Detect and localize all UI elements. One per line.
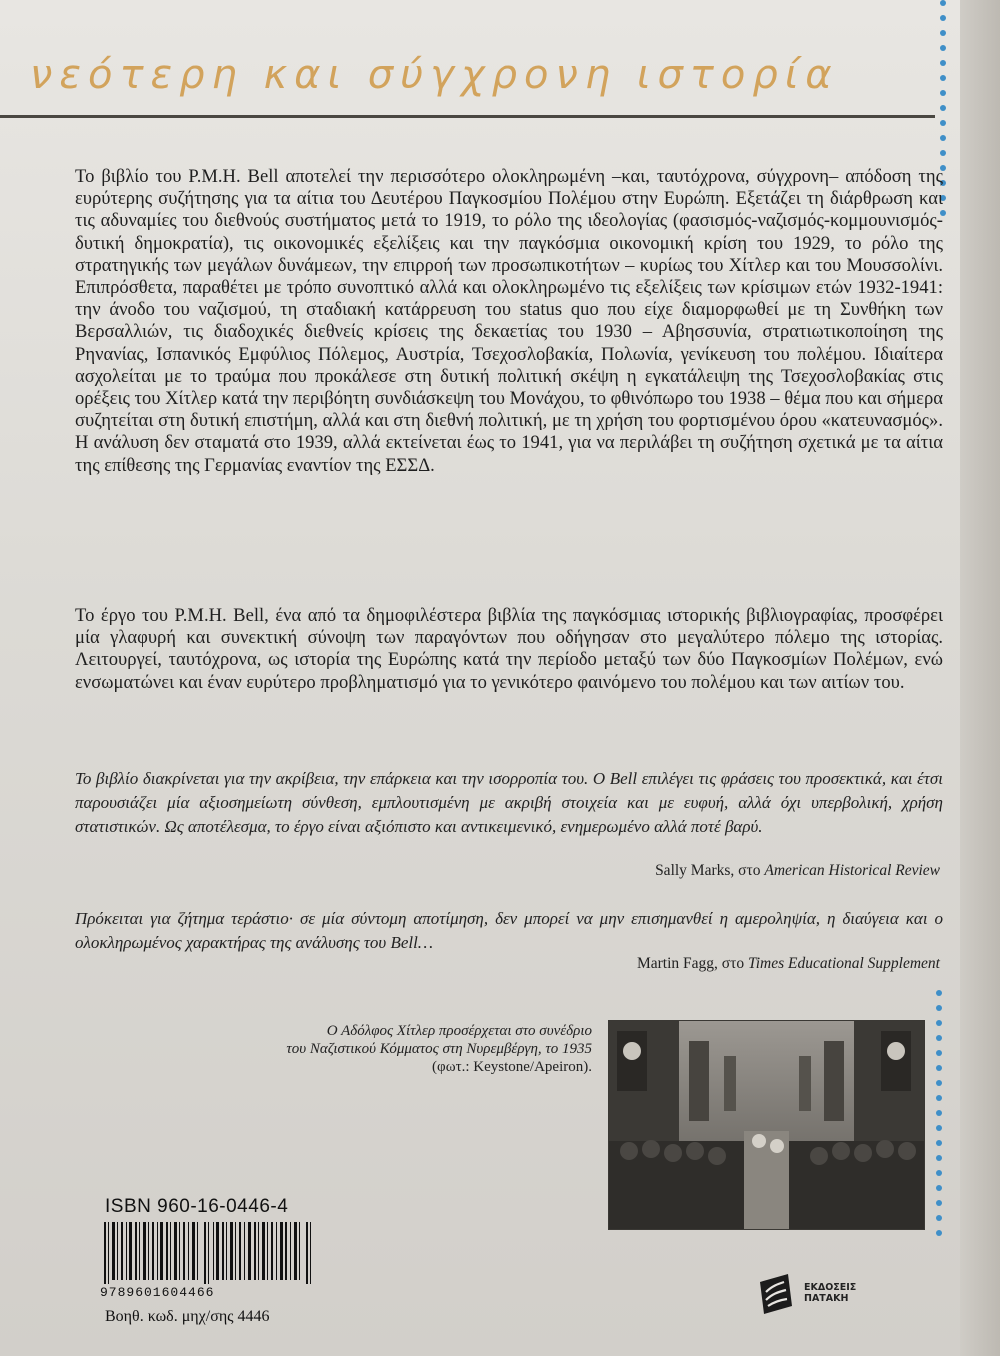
accent-dot: [936, 1005, 942, 1011]
publisher-name: [804, 1282, 856, 1304]
description-paragraph-1: [75, 166, 943, 477]
publisher-line-2: ΠΑΤΑΚΗ: [804, 1293, 849, 1304]
description-text-2: Το έργο του P.M.H. Bell, ένα από τα δημοφιλέστερα βιβλία της παγκόσμιας ιστορικής βιβλιογραφίας, προσφέρει μία γλαφυρή και συνεκτική σύνοψη των παραγόντων που οδήγησαν στο μεγαλύτερο πόλεμο της ιστορίας. Λειτουργεί, ταυτόχρονα, ως ιστορία της Ευρώπης κατά την περίοδο μεταξύ των δύο Παγκοσμίων Πολέμων, ενώ ενσωματώνει και έναν ευρύτερο προβληματισμό για το γενικότερο φαινόμενο του πολέμου και των αιτίων του.: [75, 605, 943, 693]
publisher-logo-icon: [756, 1272, 796, 1316]
internal-code: Βοηθ. κωδ. μηχ/σης 4446: [105, 1308, 270, 1325]
accent-dot: [940, 15, 946, 21]
accent-dot: [940, 0, 946, 6]
photo-caption: [196, 1022, 592, 1076]
photo-caption-line-1: Ο Αδόλφος Χίτλερ προσέρχεται στο συνέδριο: [326, 1023, 592, 1039]
barcode: [104, 1222, 312, 1284]
review-author-2: Martin Fagg, στο: [636, 955, 745, 972]
accent-dot: [940, 30, 946, 36]
accent-dot: [940, 90, 946, 96]
accent-dot: [940, 120, 946, 126]
accent-dot: [936, 1050, 942, 1056]
accent-dot: [936, 1140, 942, 1146]
accent-dot: [940, 45, 946, 51]
photo-credit: (φωτ.: Keystone/Apeiron).: [432, 1059, 592, 1075]
accent-dot: [936, 1185, 942, 1191]
description-text-1: Το βιβλίο του P.M.H. Bell αποτελεί την περισσότερο ολοκληρωμένη –και, ταυτόχρονα, σύγχρονη– απόδοση της ευρύτερης συζήτησης για τα αίτια του Δευτέρου Παγκοσμίου Πολέμου στην Ευρώπη. Εξετάζει τη διάρθρωση και τις αδυναμίες του διεθνούς συστήματος μετά το 1919, το ρόλο της ιδεολογίας (φασισμός-ναζισμός-κομμουνισμός-δυτική δημοκρατία), τις οικονομικές εξελίξεις και την παγκόσμια οικονομική κρίση του 1929, το ρόλο της στρατηγικής των μεγάλων δυνάμεων, την επιρροή των προσωπικοτήτων – κυρίως του Χίτλερ και του Μουσσολίνι. Επιπρόσθετα, παραθέτει με τρόπο συνοπτικό αλλά και ολοκληρωμένο τις εξελίξεις των κρίσιμων ετών 1932-1941: την άνοδο του ναζισμού, τη σταδιακή κατάρρευση του status quo που είχε διαμορφωθεί με τη Συνθήκη των Βερσαλλιών, τις διαδοχικές διεθνείς κρίσεις της δεκαετίας του 1930 – Αβησσυνία, στρατιωτικοποίηση της Ρηνανίας, Ισπανικός Εμφύλιος Πόλεμος, Αυστρία, Τσεχοσλοβακία, Πολωνία, γενίκευση του πολέμου. Ιδιαίτερα ασχολείται με το τραύμα που προκάλεσε στη δυτική πολιτική σκέψη η εγκατάλειψη της Τσεχοσλοβακίας στις ορέξεις του Χίτλερ κατά την περιβόητη συνδιάσκεψη του Μονάχου, το φθινόπωρο του 1938 – θέμα που και σήμερα συζητείται στη δυτική επιστήμη, αλλά και στη διεθνή πολιτική, με τη χρήση του φορτισμένου όρου «κατευνασμός». Η ανάλυση δεν σταματά στο 1939, αλλά εκτείνεται έως το 1941, για να περιλάβει τη συζήτηση σχετικά με τα αίτια της επίθεσης της Γερμανίας εναντίον της ΕΣΣΔ.: [75, 166, 944, 476]
accent-dot: [936, 1080, 942, 1086]
accent-dot: [936, 1155, 942, 1161]
accent-dot: [936, 1110, 942, 1116]
accent-dot: [936, 990, 942, 996]
cover-edge: [960, 0, 1000, 1356]
accent-dot: [936, 1170, 942, 1176]
publisher-line-1: ΕΚΔΟΣΕΙΣ: [804, 1282, 857, 1293]
review-source-2: Times Educational Supplement: [747, 955, 940, 972]
photo-caption-line-2: του Ναζιστικού Κόμματος στη Νυρεμβέργη, το 1935: [286, 1041, 592, 1057]
isbn: ISBN 960-16-0446-4: [105, 1196, 289, 1217]
accent-dot: [936, 1215, 942, 1221]
review-attribution-2: [637, 955, 940, 973]
accent-dot: [940, 135, 946, 141]
header-rule: [0, 115, 935, 118]
review-author-1: Sally Marks, στο: [655, 862, 761, 879]
accent-dot: [940, 60, 946, 66]
accent-dot: [936, 1095, 942, 1101]
historical-photo: [608, 1020, 925, 1230]
accent-dot: [936, 1065, 942, 1071]
publisher-mark: [756, 1272, 916, 1322]
accent-dot: [940, 75, 946, 81]
review-source-1: American Historical Review: [764, 862, 940, 879]
review-quote-2: Πρόκειται για ζήτημα τεράστιο· σε μία σύντομη αποτίμηση, δεν μπορεί να μην επισημανθεί η αμεροληψία, η διαύγεια και ο ολοκληρωμένος χαρακτήρας της ανάλυσης του Bell…: [75, 909, 943, 952]
rally-photo-illustration: [609, 1021, 924, 1229]
accent-dot: [940, 105, 946, 111]
description-paragraph-2: [75, 605, 943, 694]
accent-dot: [936, 1125, 942, 1131]
accent-dot: [936, 1200, 942, 1206]
accent-dot: [936, 1035, 942, 1041]
accent-dot: [936, 1230, 942, 1236]
accent-dot: [940, 150, 946, 156]
review-attribution-1: [655, 862, 940, 880]
review-quote-1: Το βιβλίο διακρίνεται για την ακρίβεια, την επάρκεια και την ισορροπία του. Ο Bell επιλέγει τις φράσεις του προσεκτικά, και έτσι παρουσιάζει μία αξιοσημείωτη σύνθεση, εμπλουτισμένη με ακριβή στοιχεία και με ευφυή, αλλά όχι υπερβολική, χρήση στατιστικών. Ως αποτέλεσμα, το έργο είναι αξιόπιστο και αντικειμενικό, ενημερωμένο αλλά ποτέ βαρύ.: [75, 769, 943, 836]
accent-dot: [936, 1020, 942, 1026]
barcode-number: 9789601604466: [100, 1285, 215, 1300]
decorative-dots-bottom: [936, 990, 948, 1250]
series-title: νεότερη και σύγχρονη ιστορία: [30, 52, 839, 98]
